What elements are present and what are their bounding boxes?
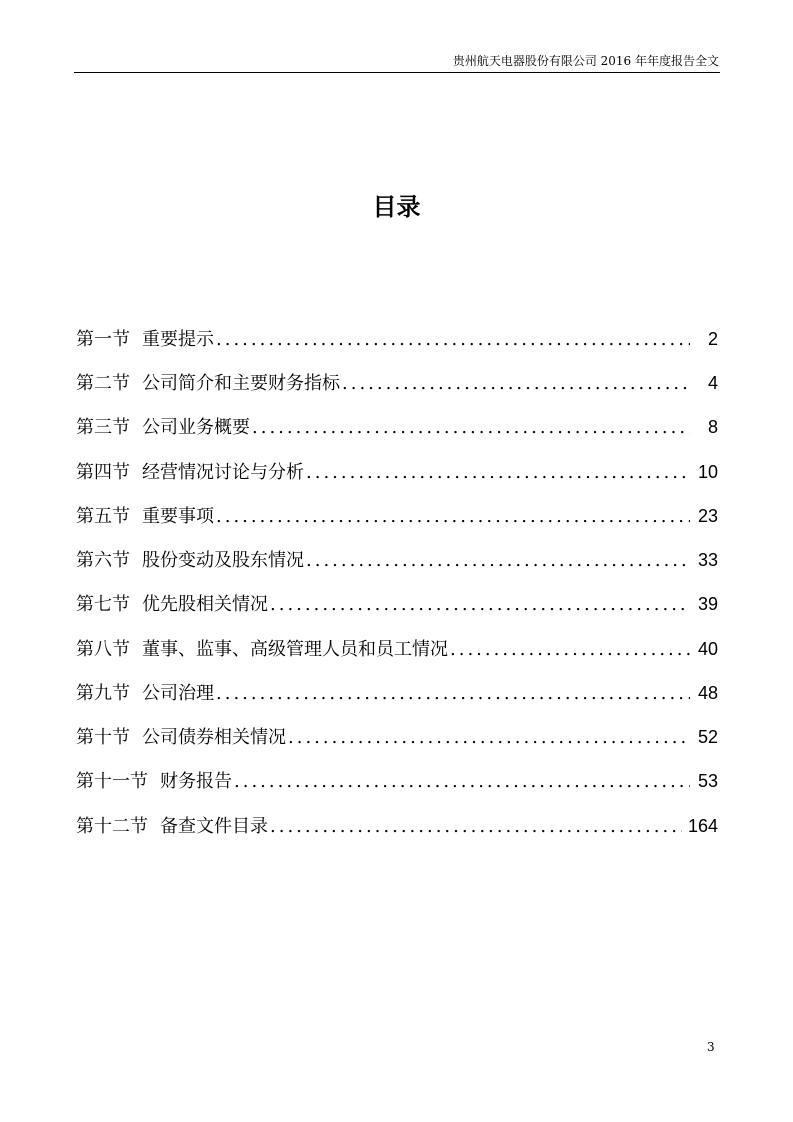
document-header: 贵州航天电器股份有限公司 2016 年年度报告全文 [452,54,719,68]
toc-dot-leader [216,680,690,708]
toc-section-title: 重要提示 [142,329,214,350]
toc-dot-leader [288,724,690,752]
toc-entry[interactable] [76,590,718,618]
toc-section-title: 公司简介和主要财务指标 [142,373,340,394]
toc-page-number: 4 [707,373,718,393]
toc-entry[interactable] [76,812,718,840]
toc-section-number: 第三节 [76,417,130,438]
toc-dot-leader [216,503,690,531]
toc-dot-leader [306,547,690,575]
toc-section-number: 第五节 [76,506,130,527]
toc-entry[interactable] [76,502,718,530]
toc-section-title: 公司债券相关情况 [142,727,286,748]
toc-section-title: 董事、监事、高级管理人员和员工情况 [142,639,448,660]
toc-section-title: 经营情况讨论与分析 [142,462,304,483]
toc-section-number: 第一节 [76,329,130,350]
toc-section-number: 第十二节 [76,816,148,837]
toc-page-number: 2 [707,329,718,349]
toc-page-number: 39 [697,594,718,614]
toc-entry[interactable] [76,723,718,751]
toc-section-title: 优先股相关情况 [142,594,268,615]
toc-entry[interactable] [76,635,718,663]
toc-section-title: 财务报告 [160,771,232,792]
toc-entry[interactable] [76,767,718,795]
toc-dot-leader [450,636,690,664]
toc-section-title: 公司治理 [142,683,214,704]
toc-dot-leader [234,768,690,796]
toc-section-number: 第二节 [76,373,130,394]
toc-entry[interactable] [76,679,718,707]
toc-dot-leader [306,459,690,487]
toc-page-number: 8 [707,417,718,437]
toc-section-number: 第九节 [76,683,130,704]
toc-section-number: 第七节 [76,594,130,615]
toc-page-number: 23 [697,506,718,526]
toc-section-number: 第十节 [76,727,130,748]
toc-section-number: 第六节 [76,550,130,571]
toc-page-number: 40 [697,639,718,659]
toc-section-title: 股份变动及股东情况 [142,550,304,571]
toc-page-number: 53 [697,771,718,791]
toc-entry[interactable] [76,325,718,353]
toc-entry[interactable] [76,413,718,441]
toc-page-number: 48 [697,683,718,703]
toc-section-number: 第十一节 [76,771,148,792]
toc-dot-leader [216,326,690,354]
toc-page-number: 52 [697,727,718,747]
toc-dot-leader [252,414,690,442]
page-number: 3 [707,1040,715,1054]
header-divider [74,72,720,73]
toc-page-number: 10 [697,462,718,482]
toc-entry[interactable] [76,546,718,574]
toc-section-title: 公司业务概要 [142,417,250,438]
toc-section-title: 重要事项 [142,506,214,527]
toc-dot-leader [270,813,682,841]
toc-dot-leader [342,370,690,398]
page-title: 目录 [372,193,421,221]
toc-page-number: 33 [697,550,718,570]
toc-entry[interactable] [76,458,718,486]
toc-section-title: 备查文件目录 [160,816,268,837]
toc-entry[interactable] [76,369,718,397]
toc-page-number: 164 [687,816,718,836]
toc-dot-leader [270,591,690,619]
toc-section-number: 第四节 [76,462,130,483]
toc-section-number: 第八节 [76,639,130,660]
